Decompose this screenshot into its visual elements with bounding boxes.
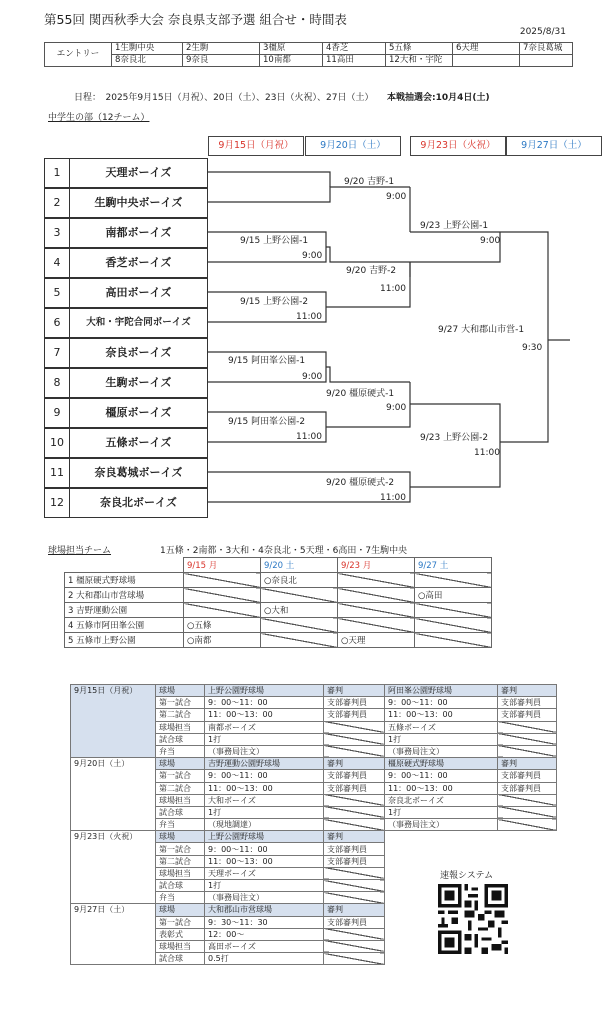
detail-ump: 支部審判員 — [498, 709, 557, 721]
detail-label: 第二試合 — [156, 782, 205, 794]
detail-time: 11：00～13：00 — [385, 782, 498, 794]
detail-venue: 上野公園野球場 — [205, 831, 324, 843]
team-number: 9 — [45, 399, 70, 427]
detail-charge: 天理ボーイズ — [205, 867, 324, 879]
detail-date: 9月23日（火祝） — [71, 831, 156, 904]
detail-lunch: （現地調達） — [205, 819, 324, 831]
detail-ump: 支部審判員 — [324, 916, 385, 928]
day-header-0923: 9月23日（火祝） — [410, 136, 506, 156]
detail-label: 球場担当 — [156, 721, 205, 733]
game-g10-time: 11:00 — [474, 448, 500, 458]
qr-code-icon[interactable] — [438, 884, 508, 954]
detail-ball: 1打 — [205, 806, 324, 818]
detail-ball: 1打 — [205, 733, 324, 745]
ground-cell — [184, 603, 261, 618]
ground-cell — [338, 618, 415, 633]
team-number: 11 — [45, 459, 70, 487]
section-title: 中学生の部（12チーム） — [48, 113, 150, 123]
detail-label: 審判 — [498, 685, 557, 697]
team-name: 香芝ボーイズ — [105, 256, 172, 269]
ground-cell: ○高田 — [415, 588, 492, 603]
detail-label: 球場 — [156, 685, 205, 697]
ground-cell: ○天理 — [338, 633, 415, 648]
detail-blank — [498, 745, 557, 757]
detail-date: 9月27日（土） — [71, 904, 156, 965]
team-name: 奈良北ボーイズ — [100, 496, 177, 509]
detail-blank — [498, 819, 557, 831]
game-g8-time: 11:00 — [380, 493, 406, 503]
detail-label: 球場担当 — [156, 794, 205, 806]
detail-venue: 橿原硬式野球場 — [385, 758, 498, 770]
detail-lunch: （事務局注文） — [385, 819, 498, 831]
page-title: 第55回 関西秋季大会 奈良県支部予選 組合せ・時間表 — [44, 12, 347, 27]
detail-label: 球場 — [156, 758, 205, 770]
ground-cell — [415, 573, 492, 588]
detail-label: 試合球 — [156, 733, 205, 745]
game-g11-venue: 9/27 大和郡山市営-1 — [438, 325, 525, 335]
ground-cell: ○奈良北 — [261, 573, 338, 588]
detail-ball: 1打 — [385, 733, 498, 745]
detail-blank — [324, 806, 385, 818]
detail-charge: 五條ボーイズ — [385, 721, 498, 733]
ground-cell — [415, 633, 492, 648]
detail-label: 審判 — [498, 758, 557, 770]
detail-time: 11：00～13：00 — [205, 855, 324, 867]
team-number: 7 — [45, 339, 70, 367]
detail-ball: 1打 — [385, 806, 498, 818]
game-g6-venue: 9/20 吉野-2 — [346, 266, 397, 276]
team-name: 南都ボーイズ — [105, 226, 172, 239]
detail-label: 第二試合 — [156, 855, 205, 867]
detail-blank — [324, 733, 385, 745]
ground-cell — [184, 588, 261, 603]
detail-time: 11：00～13：00 — [385, 709, 498, 721]
team-number: 10 — [45, 429, 70, 457]
detail-time: 9：00～11：00 — [205, 697, 324, 709]
game-g9-venue: 9/23 上野公園-1 — [420, 221, 489, 231]
detail-lunch: （事務局注文） — [385, 745, 498, 757]
ground-cell: ○大和 — [261, 603, 338, 618]
detail-blank — [324, 721, 385, 733]
detail-venue: 上野公園野球場 — [205, 685, 324, 697]
detail-ump: 支部審判員 — [324, 770, 385, 782]
detail-venue: 大和郡山市営球場 — [205, 904, 324, 916]
detail-label: 弁当 — [156, 819, 205, 831]
game-g5-time: 9:00 — [386, 192, 407, 202]
ground-header: 9/23 月 — [338, 558, 415, 573]
ground-cell — [338, 603, 415, 618]
team-name: 奈良ボーイズ — [105, 346, 172, 359]
detail-ump: 支部審判員 — [324, 782, 385, 794]
ground-cell — [415, 603, 492, 618]
entry-cell: 3橿原 — [260, 43, 323, 55]
detail-lunch: （事務局注文） — [205, 892, 324, 904]
ground-name: 3 吉野運動公園 — [65, 603, 184, 618]
detail-blank — [324, 794, 385, 806]
detail-ump: 支部審判員 — [498, 770, 557, 782]
detail-label: 審判 — [324, 831, 385, 843]
team-number: 2 — [45, 189, 70, 217]
detail-label: 審判 — [324, 904, 385, 916]
entry-cell: 12大和・宇陀 — [386, 55, 453, 67]
entry-header: エントリー — [45, 43, 112, 67]
detail-ump: 支部審判員 — [324, 843, 385, 855]
detail-label: 弁当 — [156, 892, 205, 904]
detail-venue: 吉野運動公園野球場 — [205, 758, 324, 770]
detail-time: 11：00～13：00 — [205, 709, 324, 721]
qr-label: 速報システム — [440, 871, 494, 881]
team-name: 大和・宇陀合同ボーイズ — [86, 317, 191, 328]
entry-cell: 1生駒中央 — [112, 43, 183, 55]
detail-blank — [324, 819, 385, 831]
detail-blank — [498, 733, 557, 745]
entry-cell: 6天理 — [453, 43, 520, 55]
detail-date: 9月15日（月祝） — [71, 685, 156, 758]
detail-ball: 1打 — [205, 880, 324, 892]
entry-cell: 8奈良北 — [112, 55, 183, 67]
ground-cell — [338, 588, 415, 603]
game-g1-venue: 9/15 上野公園-1 — [240, 236, 309, 246]
detail-ump: 支部審判員 — [498, 782, 557, 794]
detail-blank — [498, 721, 557, 733]
day-header-0927: 9月27日（土） — [506, 136, 602, 156]
entry-cell: 9奈良 — [183, 55, 260, 67]
detail-blank — [324, 867, 385, 879]
detail-label: 球場担当 — [156, 940, 205, 952]
detail-time: 9：00～11：00 — [205, 843, 324, 855]
ground-cell: ○南都 — [184, 633, 261, 648]
team-number: 12 — [45, 489, 70, 517]
ground-name: 1 橿原硬式野球場 — [65, 573, 184, 588]
entry-cell: 7奈良葛城 — [520, 43, 573, 55]
detail-blank — [324, 940, 385, 952]
ground-cell — [261, 588, 338, 603]
entry-cell: 11高田 — [323, 55, 386, 67]
detail-time: 9：00～11：00 — [385, 697, 498, 709]
detail-ump: 支部審判員 — [324, 697, 385, 709]
detail-blank — [324, 892, 385, 904]
team-number: 1 — [45, 159, 70, 187]
game-g7-venue: 9/20 橿原硬式-1 — [326, 389, 395, 399]
ground-name: 4 五條市阿田峯公園 — [65, 618, 184, 633]
game-g2-venue: 9/15 上野公園-2 — [240, 297, 309, 307]
ground-header: 9/20 土 — [261, 558, 338, 573]
team-number: 5 — [45, 279, 70, 307]
detail-blank — [498, 794, 557, 806]
detail-ball: 0.5打 — [205, 953, 324, 965]
ground-cell — [261, 618, 338, 633]
game-g4-time: 11:00 — [296, 432, 322, 442]
detail-blank — [498, 806, 557, 818]
entry-cell: 2生駒 — [183, 43, 260, 55]
team-name: 天理ボーイズ — [105, 166, 172, 179]
detail-time: 9：00～11：00 — [385, 770, 498, 782]
detail-lunch: （事務局注文） — [205, 745, 324, 757]
team-number: 8 — [45, 369, 70, 397]
game-g8-venue: 9/20 橿原硬式-2 — [326, 478, 395, 488]
detail-charge: 奈良北ボーイズ — [385, 794, 498, 806]
ground-header: 9/15 月 — [184, 558, 261, 573]
ground-cell — [184, 573, 261, 588]
detail-label: 球場 — [156, 904, 205, 916]
lottery-date: 本戦抽選会:10月4日(土) — [386, 93, 490, 103]
detail-charge: 南都ボーイズ — [205, 721, 324, 733]
game-g10-venue: 9/23 上野公園-2 — [420, 433, 489, 443]
game-g3-venue: 9/15 阿田峯公園-1 — [228, 356, 306, 366]
ground-cell — [261, 633, 338, 648]
detail-ump: 支部審判員 — [324, 855, 385, 867]
team-name: 奈良葛城ボーイズ — [94, 466, 183, 479]
detail-label: 球場担当 — [156, 867, 205, 879]
game-g4-venue: 9/15 阿田峯公園-2 — [228, 417, 306, 427]
detail-label: 試合球 — [156, 953, 205, 965]
detail-label: 試合球 — [156, 880, 205, 892]
game-g7-time: 9:00 — [386, 403, 407, 413]
detail-label: 弁当 — [156, 745, 205, 757]
team-number: 3 — [45, 219, 70, 247]
day-header-0915: 9月15日（月祝） — [208, 136, 304, 156]
game-g6-time: 11:00 — [380, 284, 406, 294]
detail-ump: 支部審判員 — [324, 709, 385, 721]
detail-ump: 支部審判員 — [498, 697, 557, 709]
detail-blank — [324, 745, 385, 757]
detail-label: 第一試合 — [156, 697, 205, 709]
ground-name: 2 大和郡山市営球場 — [65, 588, 184, 603]
detail-blank — [324, 928, 385, 940]
detail-label: 第一試合 — [156, 770, 205, 782]
game-g1-time: 9:00 — [302, 251, 323, 261]
detail-time: 9：30～11：30 — [205, 916, 324, 928]
ground-cell: ○五條 — [184, 618, 261, 633]
ground-table — [64, 557, 492, 648]
detail-label: 試合球 — [156, 806, 205, 818]
day-header-0920: 9月20日（土） — [305, 136, 401, 156]
team-name: 生駒中央ボーイズ — [94, 196, 183, 209]
game-g2-time: 11:00 — [296, 312, 322, 322]
detail-label: 審判 — [324, 685, 385, 697]
detail-time: 12：00～ — [205, 928, 324, 940]
ground-order: 1五條・2南都・3大和・4奈良北・5天理・6高田・7生駒中央 — [160, 546, 408, 556]
game-g9-time: 9:00 — [480, 236, 501, 246]
game-g11-time: 9:30 — [522, 343, 543, 353]
detail-time: 11：00～13：00 — [205, 782, 324, 794]
detail-charge: 高田ボーイズ — [205, 940, 324, 952]
ground-name: 5 五條市上野公園 — [65, 633, 184, 648]
detail-label: 表彰式 — [156, 928, 205, 940]
team-number: 6 — [45, 309, 70, 337]
ground-title: 球場担当チーム — [48, 546, 112, 556]
team-name: 橿原ボーイズ — [105, 406, 172, 419]
detail-date: 9月20日（土） — [71, 758, 156, 831]
team-name: 生駒ボーイズ — [105, 376, 172, 389]
team-name: 五條ボーイズ — [105, 436, 172, 449]
team-name: 高田ボーイズ — [105, 286, 172, 299]
entry-cell: 5五條 — [386, 43, 453, 55]
ground-corner — [65, 558, 184, 573]
entry-cell: 4香芝 — [323, 43, 386, 55]
detail-venue: 阿田峯公園野球場 — [385, 685, 498, 697]
game-g5-venue: 9/20 吉野-1 — [344, 177, 395, 187]
ground-cell — [338, 573, 415, 588]
detail-time: 9：00～11：00 — [205, 770, 324, 782]
game-g3-time: 9:00 — [302, 372, 323, 382]
schedule-text: 日程： 2025年9月15日（月祝）、20日（土）、23日（火祝）、27日（土） — [74, 93, 369, 103]
detail-label: 球場 — [156, 831, 205, 843]
entry-cell: 10南都 — [260, 55, 323, 67]
detail-label: 第二試合 — [156, 709, 205, 721]
detail-label: 第一試合 — [156, 916, 205, 928]
ground-cell — [415, 618, 492, 633]
detail-label: 審判 — [324, 758, 385, 770]
detail-charge: 大和ボーイズ — [205, 794, 324, 806]
detail-label: 第一試合 — [156, 843, 205, 855]
detail-blank — [324, 953, 385, 965]
ground-header: 9/27 土 — [415, 558, 492, 573]
team-number: 4 — [45, 249, 70, 277]
document-date: 2025/8/31 — [519, 27, 566, 37]
detail-blank — [324, 880, 385, 892]
